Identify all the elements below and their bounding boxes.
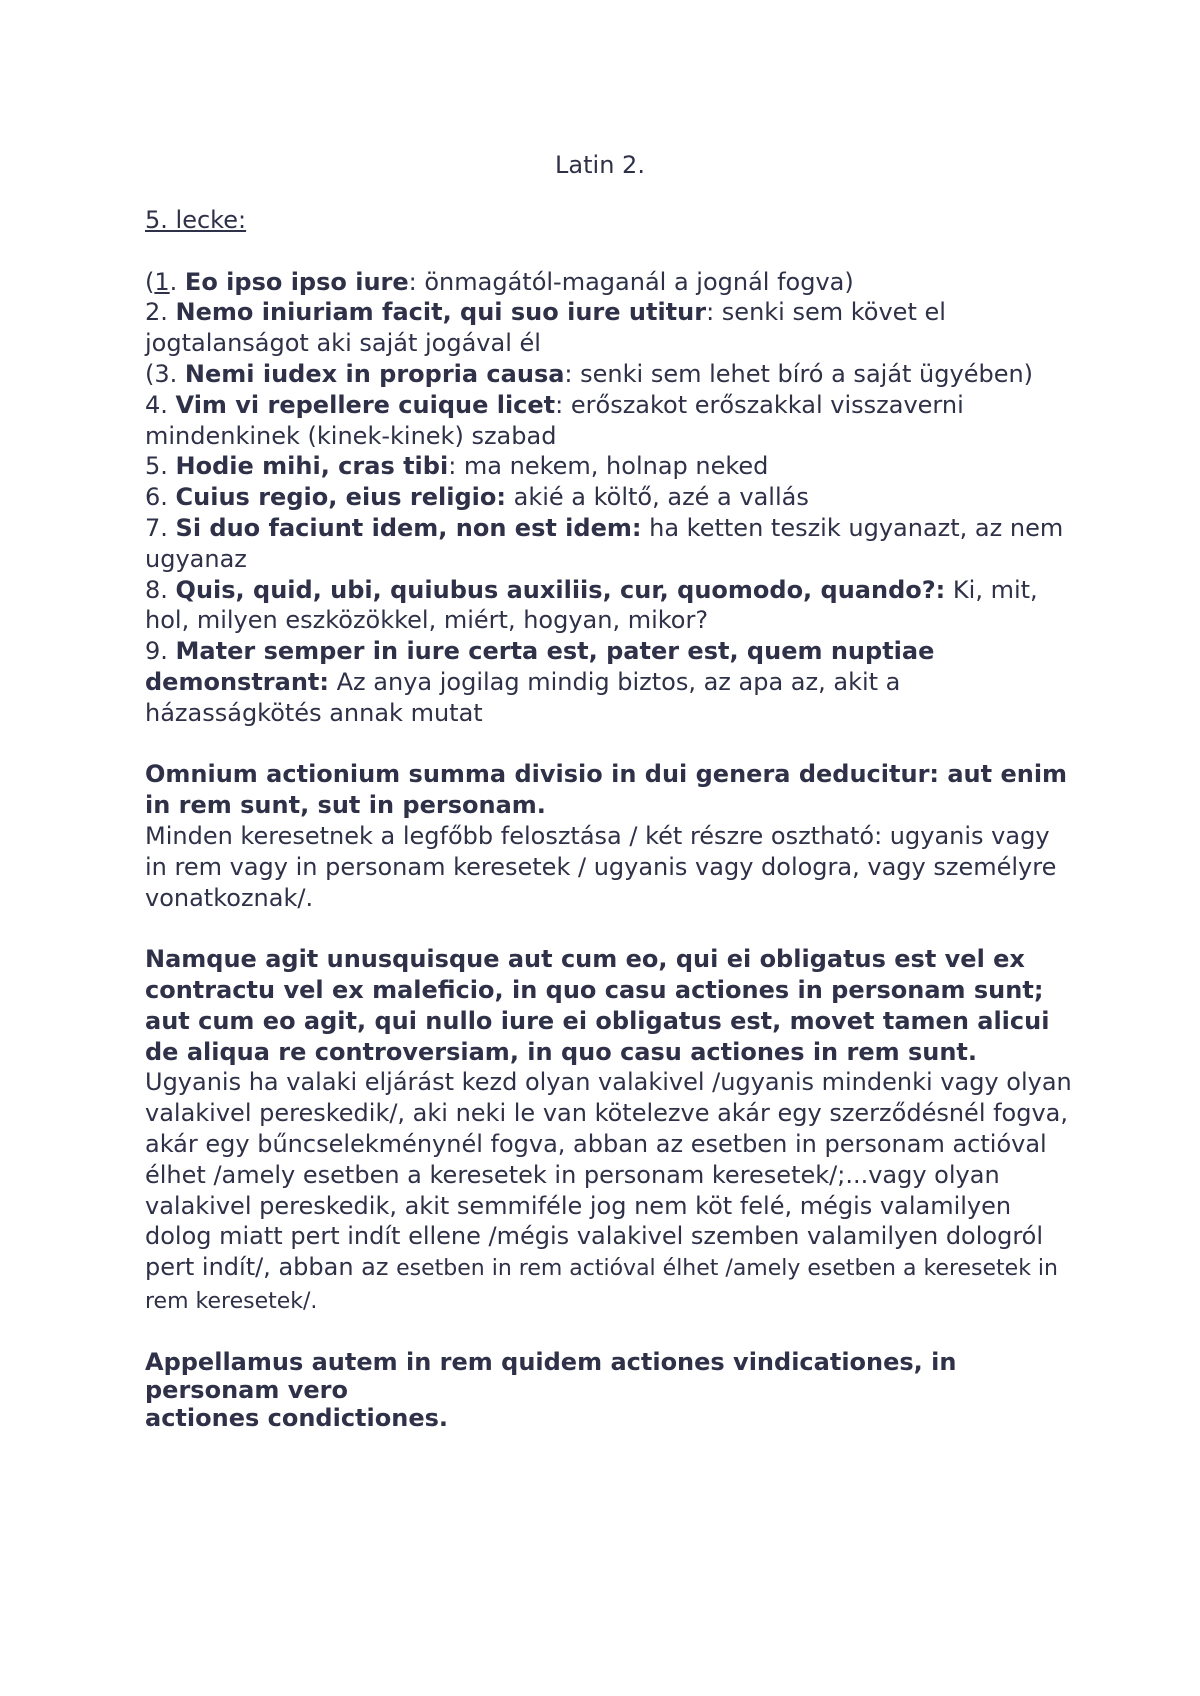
paragraph-latin: Omnium actionium summa divisio in dui genera deducitur: aut enim in rem sunt, sut in personam.	[145, 760, 1068, 820]
list-item: 4. Vim vi repellere cuique licet: erőszakot erőszakkal visszaverni mindenkinek (kinek-kinek) szabad	[145, 390, 964, 450]
paragraph-translation: Minden keresetnek a legfőbb felosztása / két részre osztható: ugyanis vagy in rem vagy in personam keresetek / ugyanis vagy dologra, vagy személyre vonatkoznak/.	[145, 821, 1057, 912]
list-item: 6. Cuius regio, eius religio: akié a költő, azé a vallás	[145, 483, 809, 512]
list-item: 7. Si duo faciunt idem, non est idem: ha ketten teszik ugyanazt, az nem ugyanaz	[145, 513, 1064, 573]
paragraph-latin: Appellamus autem in rem quidem actiones vindicationes, in personam vero actiones condictiones.	[145, 1348, 957, 1433]
paragraph-latin: Namque agit unusquisque aut cum eo, qui ei obligatus est vel ex contractu vel ex maleficio, in quo casu actiones in personam sunt; aut cum eo agit, qui nullo iure ei obligatus est, movet tamen alicui de aliqua re controversiam, in quo casu actiones in rem sunt.	[145, 945, 1050, 1066]
list-item: (1. Eo ipso ipso iure: önmagától-maganál a jognál fogva)	[145, 267, 854, 296]
paragraph-translation: Ugyanis ha valaki eljárást kezd olyan valakivel /ugyanis mindenki vagy olyan valakivel pereskedik/, aki neki le van kötelezve akár egy szerződésnél fogva, akár egy bűncselekménynél fogva, abban az esetben in personam actióval élhet /amely esetben a keresetek in personam keresetek/;...vagy olyan valakivel pereskedik, akit semmiféle jog nem köt felé, mégis valamilyen dolog miatt pert indít ellene /mégis valakivel szemben valamilyen dologról pert indít/, abban az esetben in rem actióval élhet /amely esetben a keresetek in rem keresetek/.	[145, 1068, 1072, 1314]
document-title: Latin 2.	[555, 151, 645, 179]
document-body	[145, 205, 1075, 1432]
list-item: 5. Hodie mihi, cras tibi: ma nekem, holnap neked	[145, 452, 769, 481]
lesson-heading: 5. lecke:	[145, 206, 247, 234]
list-item: 2. Nemo iniuriam facit, qui suo iure utitur: senki sem követ el jogtalanságot aki saját jogával él	[145, 298, 946, 358]
list-item: (3. Nemi iudex in propria causa: senki sem lehet bíró a saját ügyében)	[145, 359, 1034, 388]
list-item: 9. Mater semper in iure certa est, pater est, quem nuptiae demonstrant: Az anya jogilag mindig biztos, az apa az, akit a házasságkötés annak mutat	[145, 637, 935, 727]
list-item: 8. Quis, quid, ubi, quiubus auxiliis, cur, quomodo, quando?: Ki, mit, hol, milyen eszközökkel, miért, hogyan, mikor?	[145, 575, 1038, 635]
